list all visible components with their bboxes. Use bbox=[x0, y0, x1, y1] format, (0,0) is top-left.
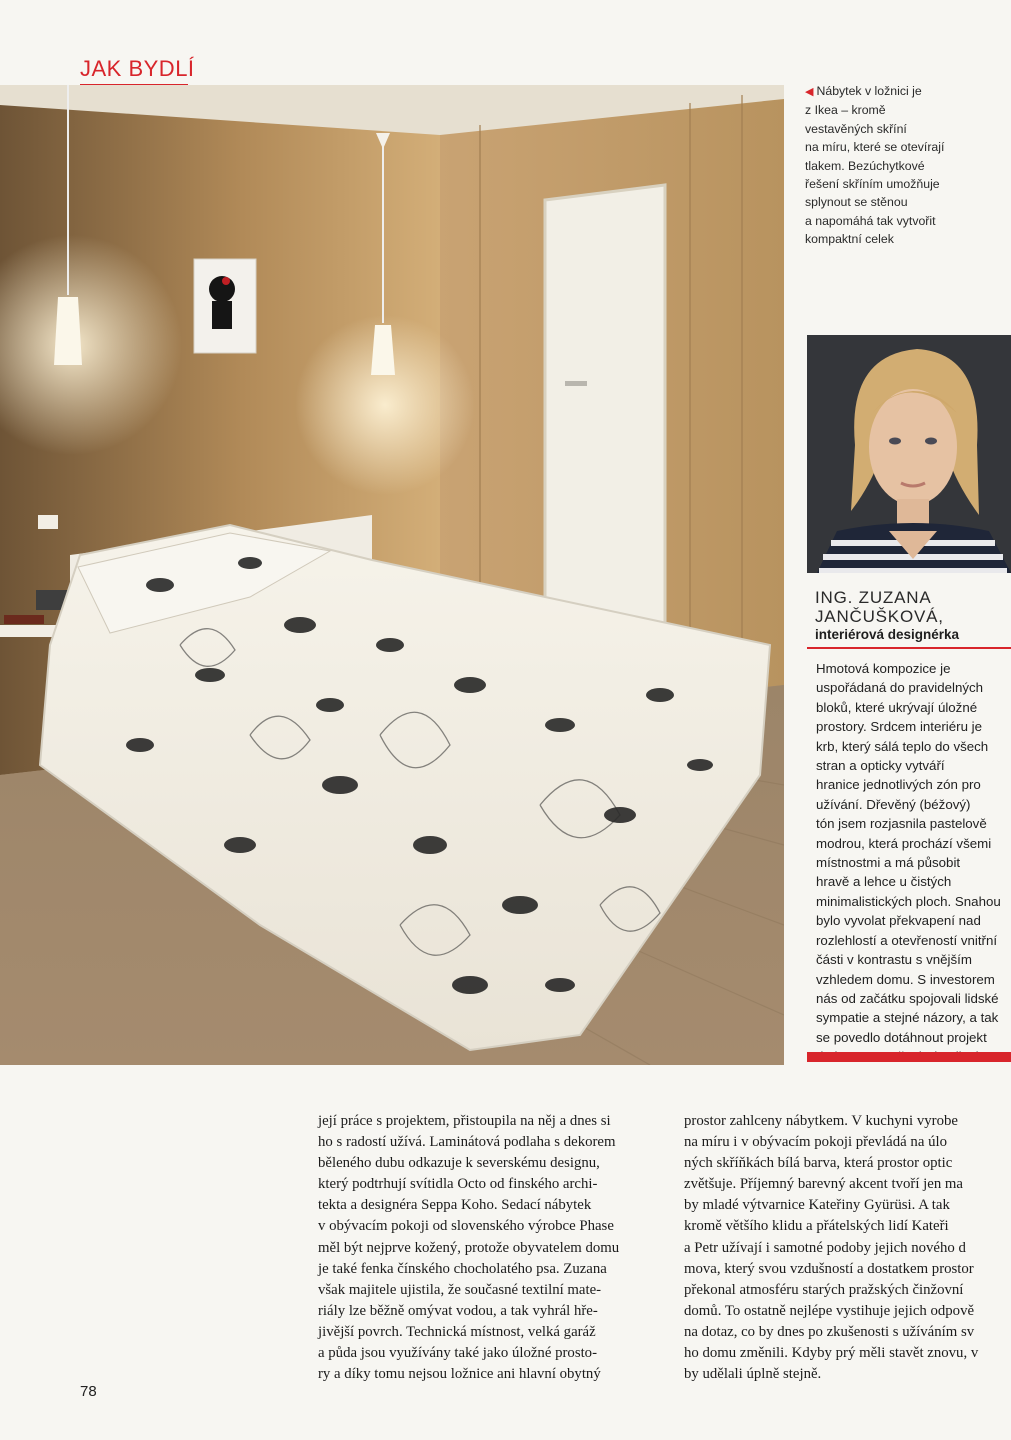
quote-line: části v kontrastu s vnějším bbox=[816, 952, 972, 968]
article-line: kromě většího klidu a přátelských lidí Kateři bbox=[684, 1218, 949, 1235]
article-line: by udělali úplně stejně. bbox=[684, 1366, 822, 1383]
article-line: tekta a designéra Seppa Koho. Sedací nábytek bbox=[318, 1197, 592, 1214]
caption-line: splynout se stěnou bbox=[805, 195, 908, 210]
caption-line: na míru, které se otevírají bbox=[805, 140, 945, 155]
article-line: ných skříňkách bílá barva, která prostor optic bbox=[684, 1155, 953, 1172]
quote-line: Hmotová kompozice je bbox=[816, 661, 951, 676]
designer-name-line: JANČUŠKOVÁ, bbox=[815, 607, 944, 626]
section-tag: JAK BYDLÍ bbox=[80, 56, 195, 81]
article-line: prostor zahlceny nábytkem. V kuchyni vyrobe bbox=[684, 1113, 958, 1129]
caption-line: řešení skříním umožňuje bbox=[805, 177, 940, 192]
article-line: běleného dubu odkazuje k severskému designu, bbox=[318, 1155, 600, 1172]
article-line: a Petr užívají i samotné podoby jejich nového d bbox=[684, 1239, 966, 1256]
designer-name-line: ING. ZUZANA bbox=[815, 588, 932, 607]
caption-line: vestavěných skříní bbox=[805, 121, 907, 136]
article-column-1 bbox=[318, 1111, 668, 1385]
quote-line: vzhledem domu. S investorem bbox=[816, 971, 995, 987]
article-line: ry a díky tomu nejsou ložnice ani hlavní obytný bbox=[318, 1366, 601, 1383]
quote-line: minimalistických ploch. Snahou bbox=[816, 893, 1001, 909]
caption-line: z Ikea – kromě bbox=[805, 103, 886, 118]
designer-name bbox=[815, 588, 1011, 626]
quote-line: bylo vyvolat překvapení nad bbox=[816, 913, 981, 929]
quote-line: modrou, která prochází všemi bbox=[816, 835, 992, 851]
article-column-2 bbox=[684, 1111, 1011, 1385]
quote-line: místnostmi a má působit bbox=[816, 855, 961, 871]
article-line: by mladé výtvarnice Kateřiny Gyürüsi. A tak bbox=[684, 1197, 950, 1214]
quote-line: krb, který sálá teplo do všech bbox=[816, 738, 989, 754]
photo-caption bbox=[805, 82, 965, 249]
article-line: zvětšuje. Příjemný barevný akcent tvoří jen ma bbox=[684, 1176, 963, 1193]
article-line: který podtrhují svítidla Octo od finského archi- bbox=[318, 1176, 598, 1193]
article-line: na míru i v obývacím pokoji převládá na úlo bbox=[684, 1134, 947, 1151]
article-line: její práce s projektem, přistoupila na něj a dnes si bbox=[318, 1113, 611, 1129]
article-line: jivější povrch. Technická místnost, velká garáž bbox=[318, 1323, 596, 1340]
quote-line: hravě a lehce u čistých bbox=[816, 874, 952, 890]
quote-line: uspořádaná do pravidelných bbox=[816, 680, 984, 696]
quote-line: hranice jednotlivých zón pro bbox=[816, 777, 981, 793]
designer-portrait bbox=[807, 335, 1011, 573]
caption-line: a napomáhá tak vytvořit bbox=[805, 213, 936, 228]
caption-line: tlakem. Bezúchytkové bbox=[805, 158, 925, 173]
quote-line: bloků, které ukrývají úložné bbox=[816, 699, 978, 715]
article-line: na dotaz, co by dnes po zkušenosti s užíváním sv bbox=[684, 1323, 975, 1340]
sidebar-bottom-rule bbox=[807, 1052, 1011, 1062]
portrait-illustration bbox=[807, 335, 1011, 573]
bedroom-illustration bbox=[0, 85, 784, 1065]
quote-line: sympatie a stejné názory, a tak bbox=[816, 1010, 999, 1026]
quote-line: nás od začátku spojovali lidské bbox=[816, 990, 999, 1006]
sidebar-top-rule bbox=[807, 647, 1011, 649]
bedroom-photo bbox=[0, 85, 784, 1065]
designer-role: interiérová designérka bbox=[815, 627, 960, 642]
quote-line: užívání. Dřevěný (béžový) bbox=[816, 796, 971, 812]
article-line: riály lze běžně omývat vodou, a tak vyhrál hře- bbox=[318, 1302, 598, 1319]
page-number: 78 bbox=[80, 1383, 97, 1400]
quote-line: rozlehlostí a otevřeností vnitřní bbox=[816, 932, 998, 948]
caption-arrow-icon: ◀ bbox=[805, 86, 814, 98]
article-line: v obývacím pokoji od slovenského výrobce Phase bbox=[318, 1218, 614, 1235]
quote-line: tón jsem rozjasnila pastelově bbox=[816, 816, 987, 832]
article-line: domů. To ostatně nejlépe vystihuje jejich odpově bbox=[684, 1302, 975, 1319]
quote-line: stran a opticky vytváří bbox=[816, 758, 945, 774]
article-line: ho domu změnili. Kdyby prý měli stavět znovu, v bbox=[684, 1345, 979, 1362]
quote-line: se povedlo dotáhnout projekt bbox=[816, 1029, 987, 1045]
article-line: a půda jsou využívány také jako úložné prosto- bbox=[318, 1345, 598, 1362]
article-line: však majitele ujistila, že současné textilní mate- bbox=[318, 1281, 602, 1298]
article-line: je také fenka čínského chocholatého psa. Zuzana bbox=[318, 1260, 607, 1277]
article-line: mova, který svou vzdušností a dostatkem prostor bbox=[684, 1260, 974, 1277]
caption-line: kompaktní celek bbox=[805, 232, 894, 247]
quote-line: prostory. Srdcem interiéru je bbox=[816, 719, 983, 735]
article-line: měl být nejprve kožený, protože obyvatelem domu bbox=[318, 1239, 620, 1256]
designer-quote bbox=[816, 659, 1011, 1067]
caption-line: ◀ Nábytek v ložnici je bbox=[805, 84, 922, 98]
article-line: ho s radostí užívá. Laminátová podlaha s dekorem bbox=[318, 1134, 616, 1151]
article-line: překonal atmosféru starých pražských činžovní bbox=[684, 1281, 964, 1298]
